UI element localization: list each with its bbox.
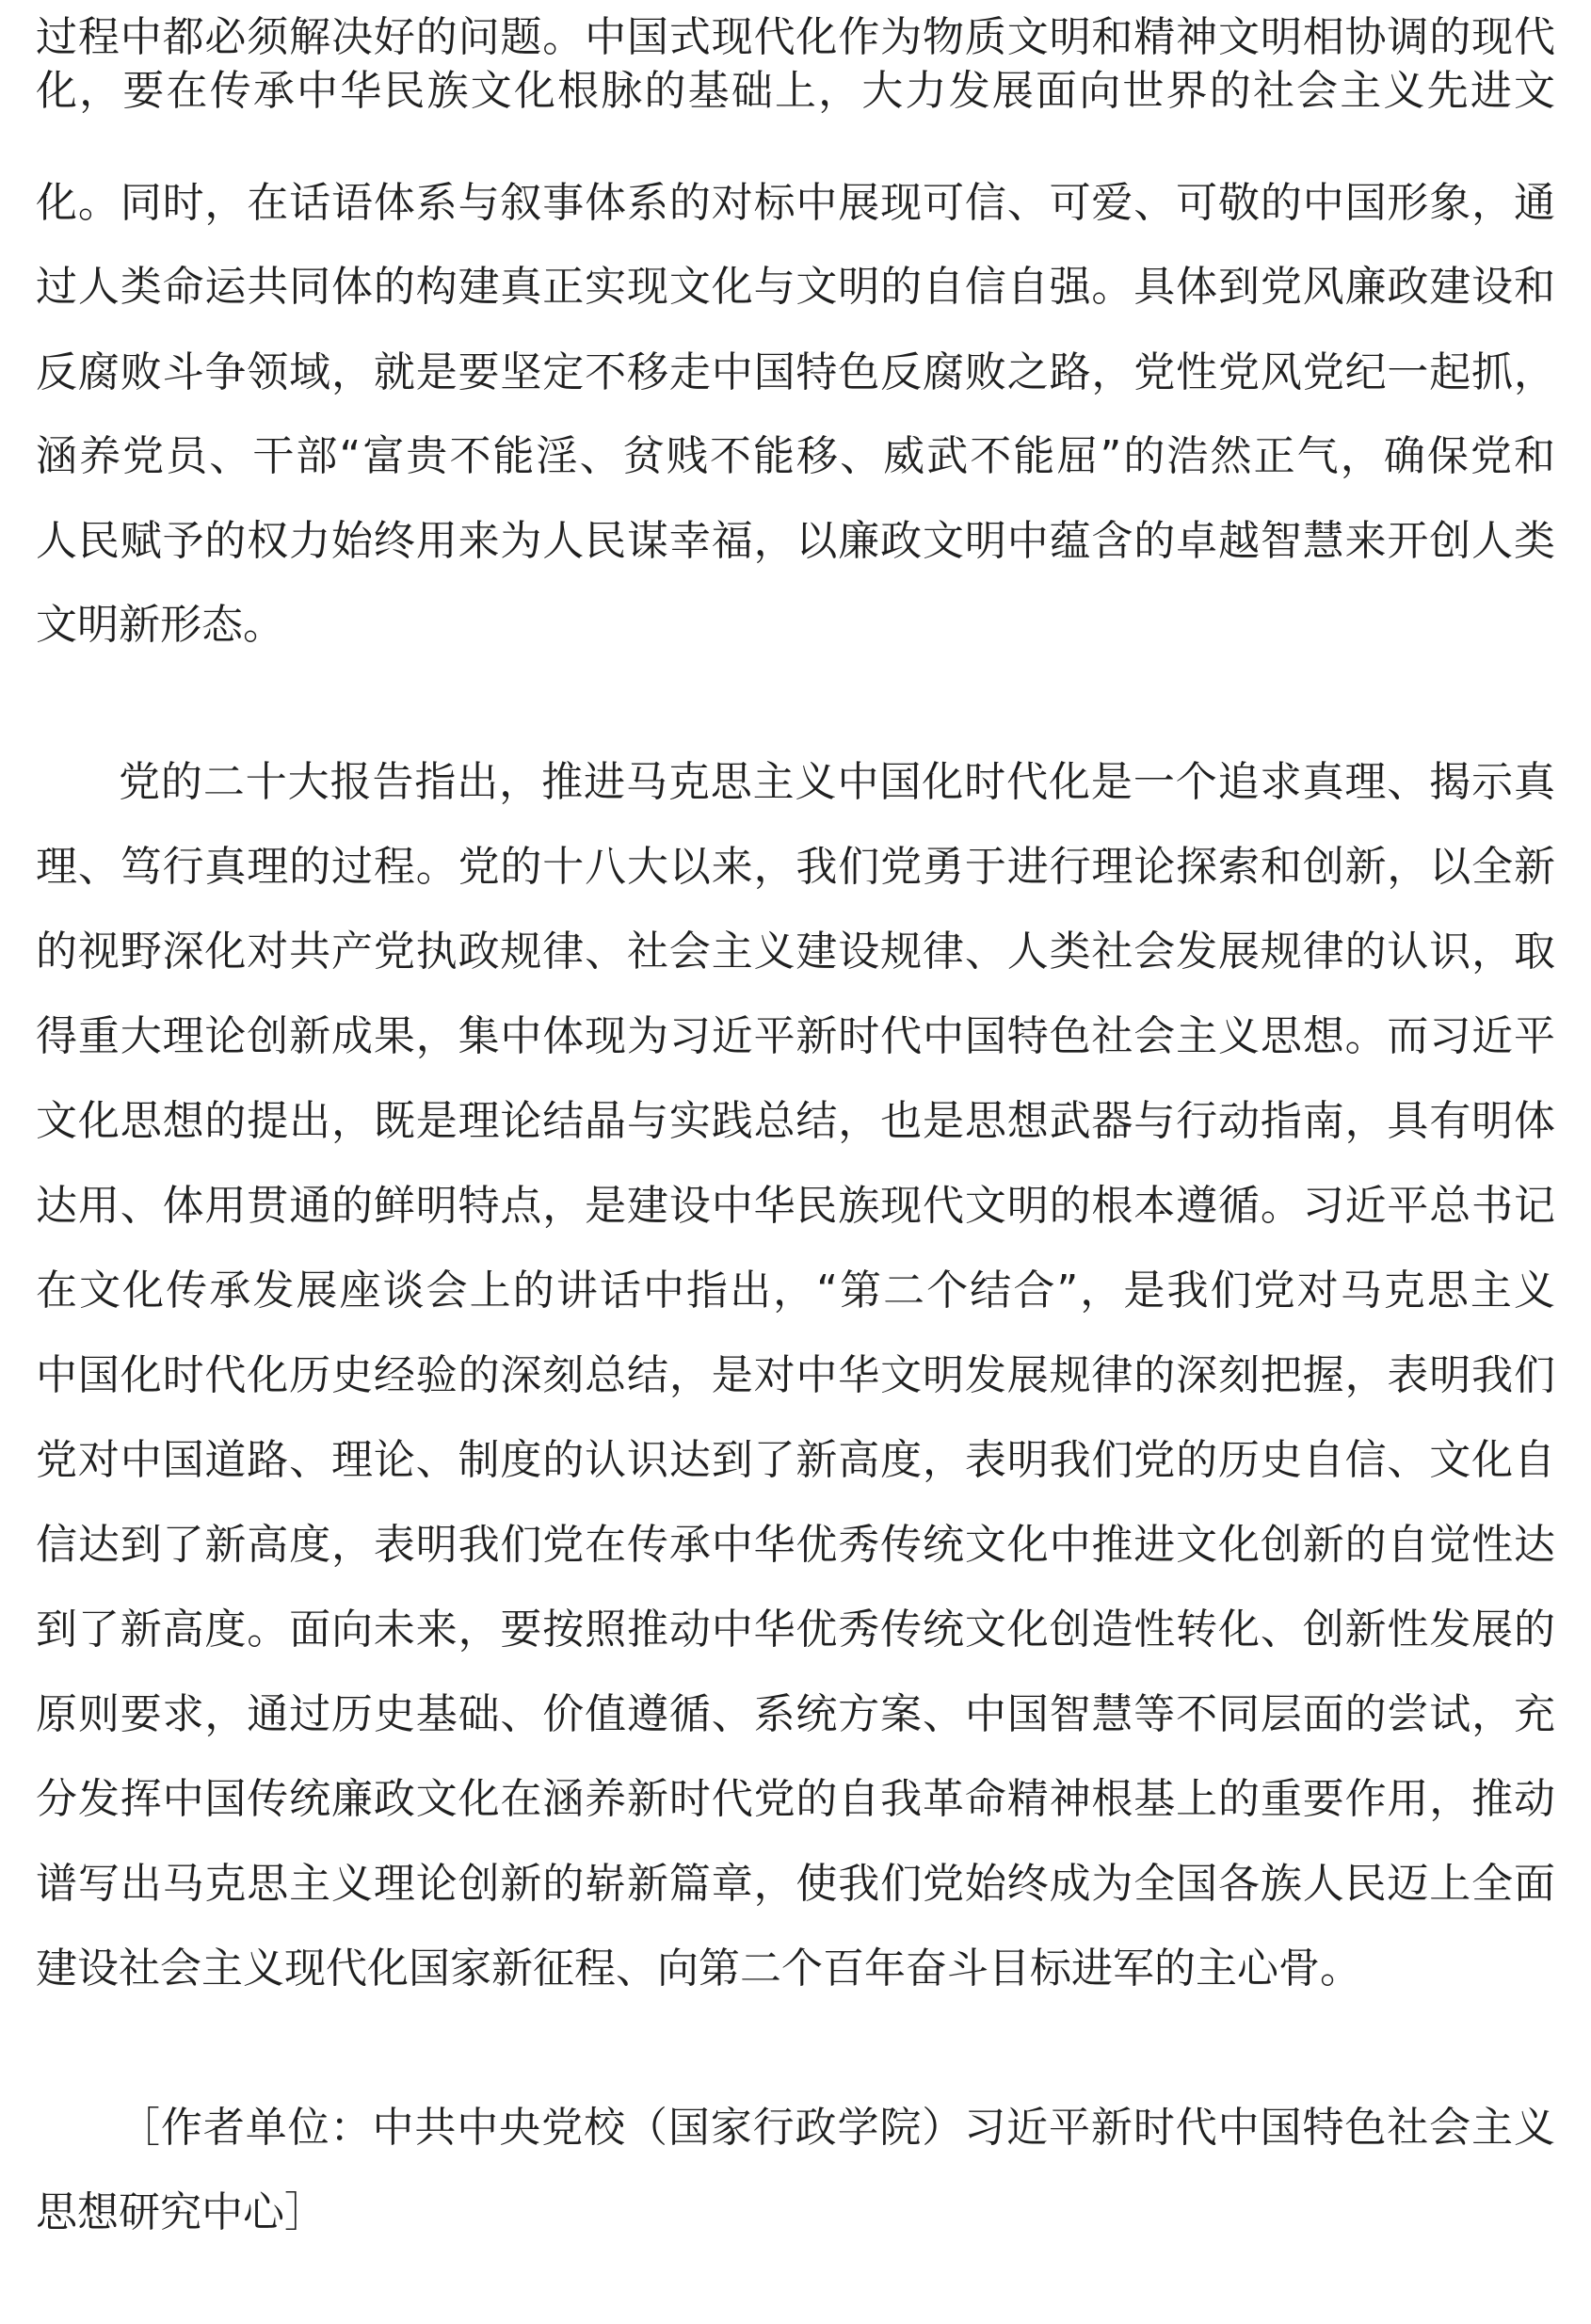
text-line: 达用、体用贯通的鲜明特点，是建设中华民族现代文明的根本遵循。习近平总书记 (36, 1182, 1555, 1230)
text-line: 原则要求，通过历史基础、价值遵循、系统方案、中国智慧等不同层面的尝试，充 (36, 1690, 1555, 1738)
text-line: 过程中都必须解决好的问题。中国式现代化作为物质文明和精神文明相协调的现代 (36, 13, 1555, 61)
text-line: ［作者单位：中共中央党校（国家行政学院）习近平新时代中国特色社会主义 (119, 2104, 1555, 2152)
text-line: 信达到了新高度，表明我们党在传承中华优秀传统文化中推进文化创新的自觉性达 (36, 1521, 1555, 1569)
text-line: 文明新形态。 (36, 601, 284, 649)
text-line: 到了新高度。面向未来，要按照推动中华优秀传统文化创造性转化、创新性发展的 (36, 1606, 1555, 1654)
text-line: 人民赋予的权力始终用来为人民谋幸福，以廉政文明中蕴含的卓越智慧来开创人类 (36, 517, 1555, 565)
text-line: 党的二十大报告指出，推进马克思主义中国化时代化是一个追求真理、揭示真 (119, 758, 1555, 806)
text-line: 涵养党员、干部“富贵不能淫、贫贱不能移、威武不能屈”的浩然正气，确保党和 (36, 432, 1555, 480)
text-line: 过人类命运共同体的构建真正实现文化与文明的自信自强。具体到党风廉政建设和 (36, 263, 1555, 311)
text-line: 思想研究中心］ (36, 2188, 326, 2236)
text-line: 文化思想的提出，既是理论结晶与实践总结，也是思想武器与行动指南，具有明体 (36, 1097, 1555, 1145)
text-line: 反腐败斗争领域，就是要坚定不移走中国特色反腐败之路，党性党风党纪一起抓， (36, 348, 1555, 396)
text-line: 化。同时，在话语体系与叙事体系的对标中展现可信、可爱、可敬的中国形象，通 (36, 179, 1555, 227)
text-line: 得重大理论创新成果，集中体现为习近平新时代中国特色社会主义思想。而习近平 (36, 1012, 1555, 1060)
text-line: 化，要在传承中华民族文化根脉的基础上，大力发展面向世界的社会主义先进文 (36, 67, 1555, 115)
text-line: 建设社会主义现代化国家新征程、向第二个百年奋斗目标进军的主心骨。 (36, 1945, 1361, 1993)
text-line: 谱写出马克思主义理论创新的崭新篇章，使我们党始终成为全国各族人民迈上全面 (36, 1860, 1555, 1908)
text-line: 的视野深化对共产党执政规律、社会主义建设规律、人类社会发展规律的认识，取 (36, 928, 1555, 976)
text-line: 在文化传承发展座谈会上的讲话中指出，“第二个结合”，是我们党对马克思主义 (36, 1267, 1555, 1315)
text-line: 党对中国道路、理论、制度的认识达到了新高度，表明我们党的历史自信、文化自 (36, 1436, 1555, 1484)
text-line: 分发挥中国传统廉政文化在涵养新时代党的自我革命精神根基上的重要作用，推动 (36, 1775, 1555, 1823)
text-line: 理、笃行真理的过程。党的十八大以来，我们党勇于进行理论探索和创新，以全新 (36, 843, 1555, 891)
text-line: 中国化时代化历史经验的深刻总结，是对中华文明发展规律的深刻把握，表明我们 (36, 1351, 1555, 1399)
